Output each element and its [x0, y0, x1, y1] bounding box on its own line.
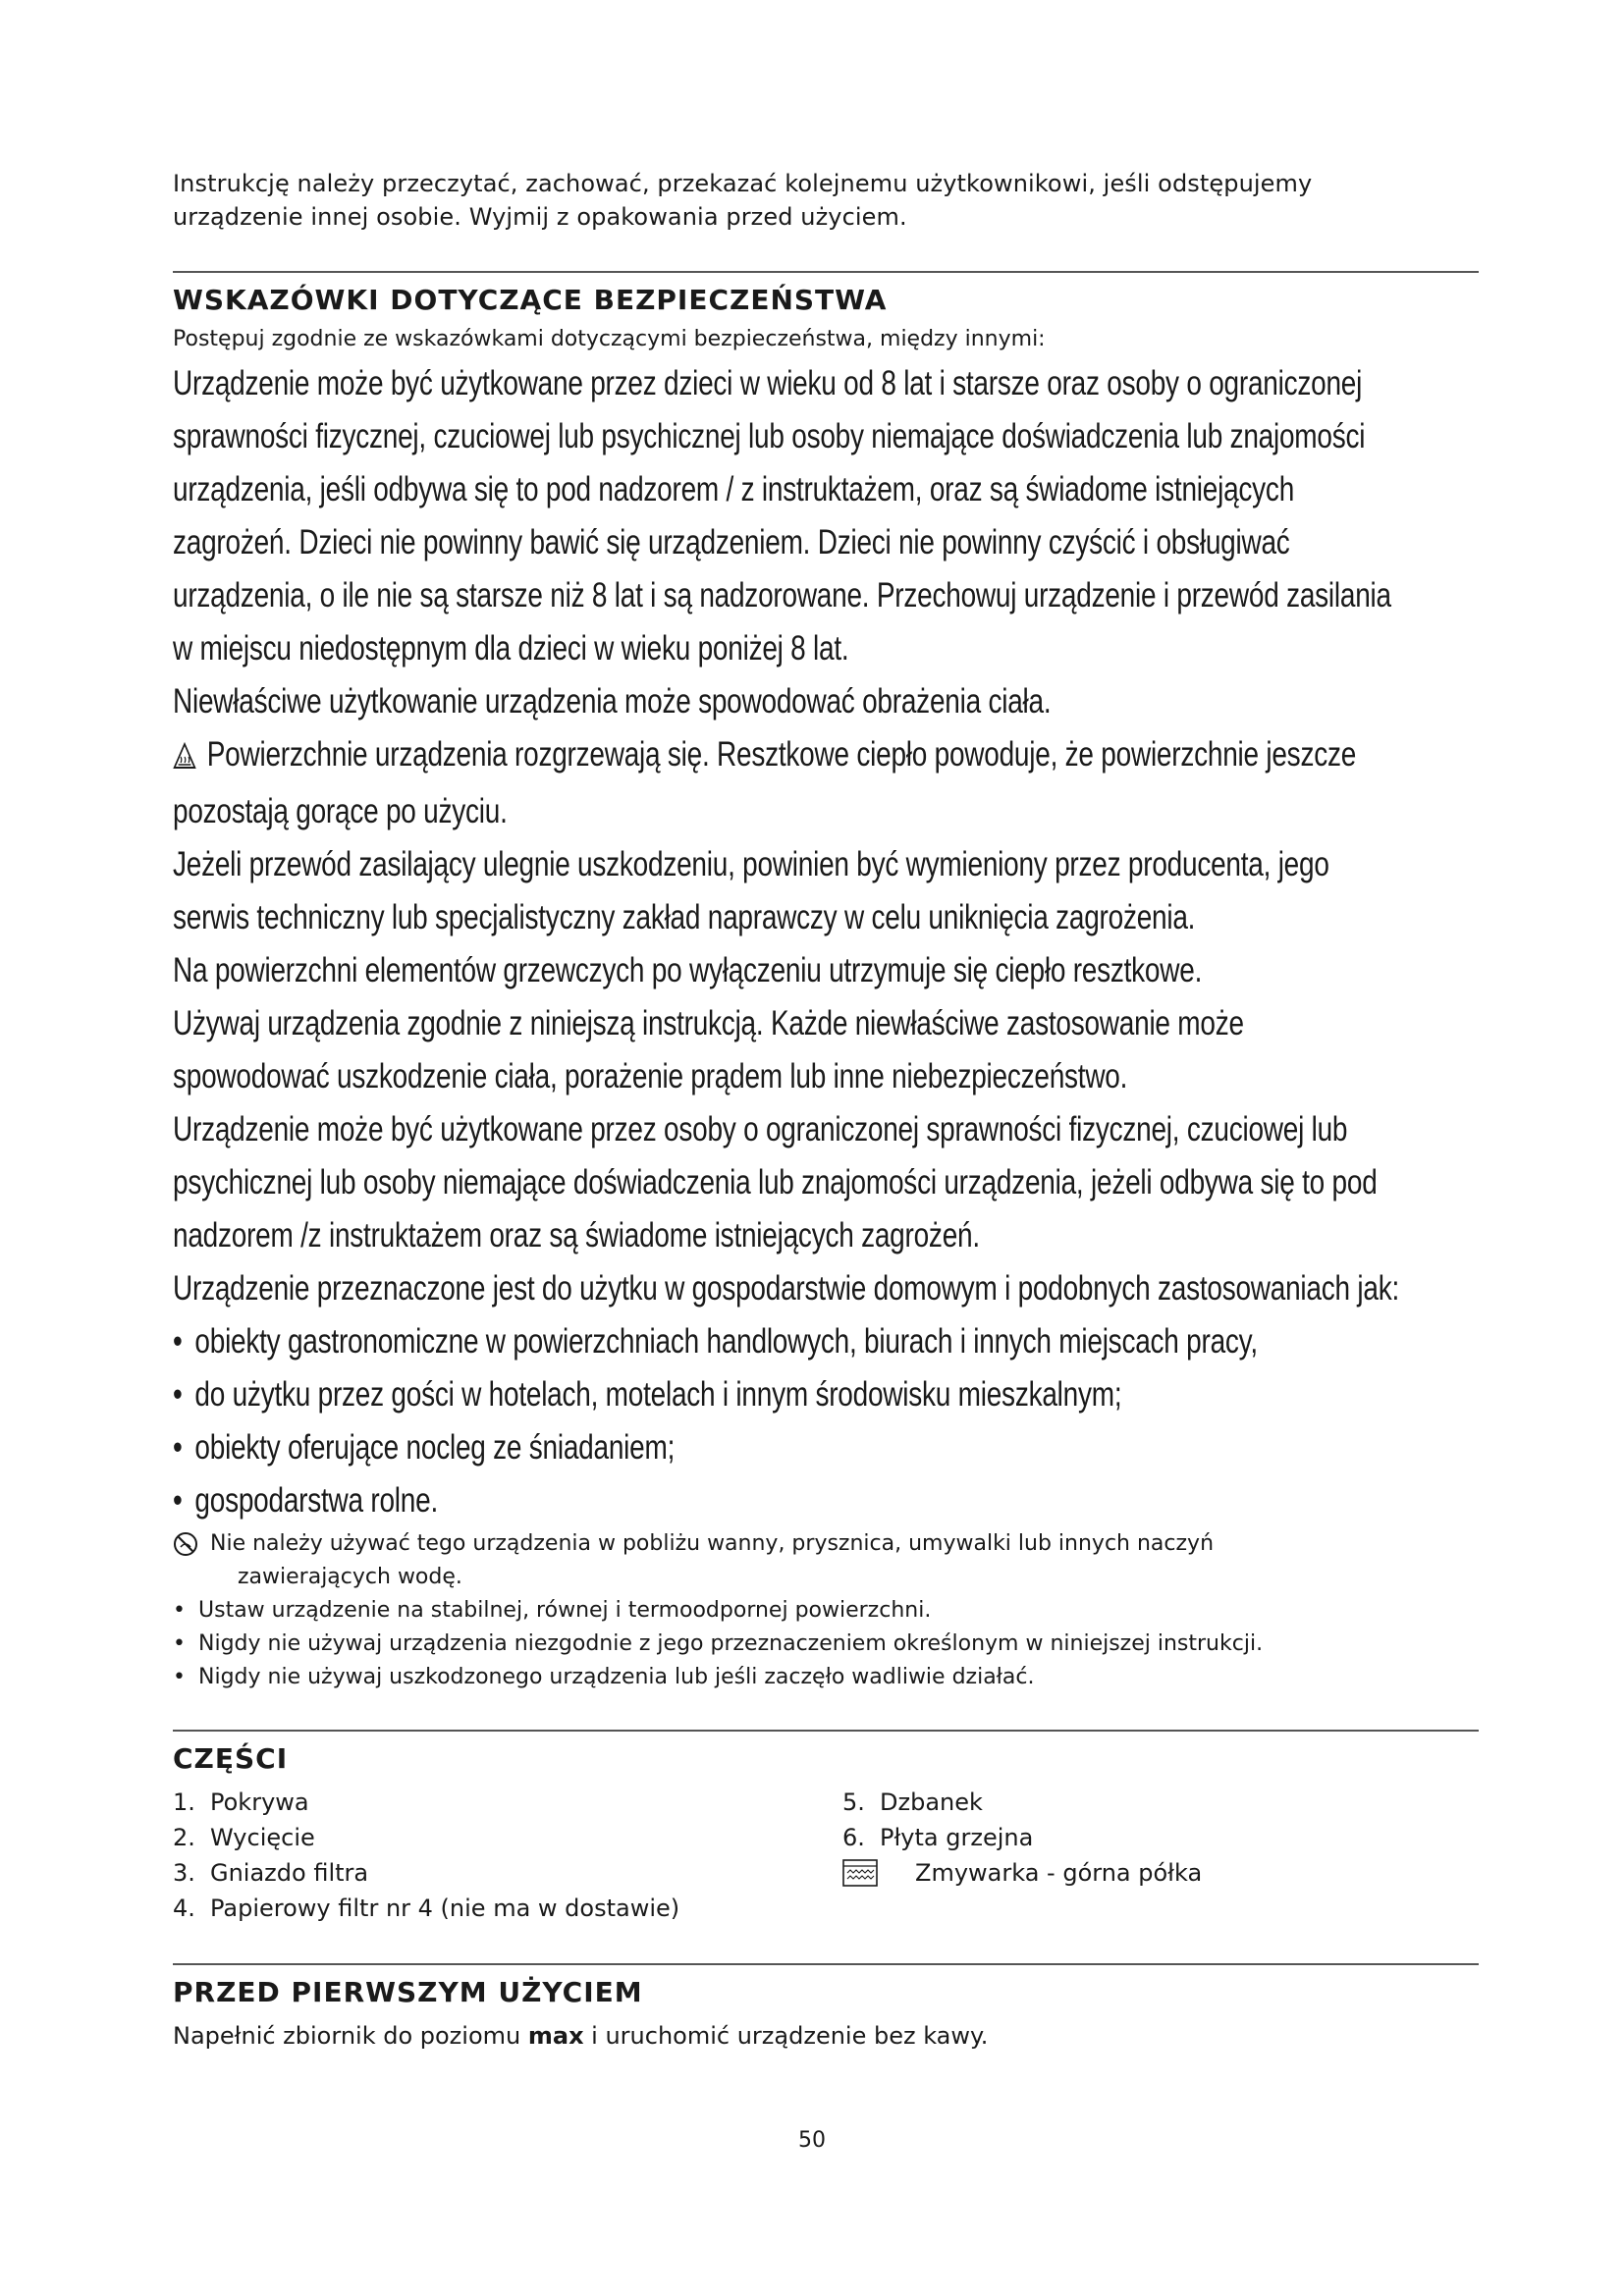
- text-line: w miejscu niedostępnym dla dzieci w wieku poniżej 8 lat.: [173, 629, 849, 667]
- safety-paragraph-cord: [173, 838, 1479, 944]
- text-line: sprawności fizycznej, czuciowej lub psychicznej lub osoby niemające doświadczenia lub znajomości: [173, 417, 1366, 455]
- part-item: [173, 1820, 842, 1855]
- part-number: 3.: [173, 1859, 195, 1887]
- safety-paragraph-intended-use: Urządzenie przeznaczone jest do użytku w gospodarstwie domowym i podobnych zastosowaniach jak:: [173, 1269, 1399, 1308]
- text-line: zagrożeń. Dzieci nie powinny bawić się urządzeniem. Dzieci nie powinny czyścić i obsługiwać: [173, 523, 1290, 561]
- no-water-icon: [173, 1531, 198, 1557]
- use-bullet: [173, 1368, 1479, 1421]
- part-number: 4.: [173, 1895, 195, 1922]
- part-item: [842, 1785, 1202, 1820]
- text-line: spowodować uszkodzenie ciała, porażenie prądem lub inne niebezpieczeństwo.: [173, 1057, 1128, 1095]
- bullet-mark: •: [173, 1428, 183, 1467]
- bullet-mark: •: [173, 1375, 183, 1414]
- use-bullet: [173, 1474, 1479, 1527]
- safety-paragraph-hot-surface: [173, 728, 1479, 838]
- small-bullet-text: Nigdy nie używaj uszkodzonego urządzenia lub jeśli zaczęło wadliwie działać.: [198, 1665, 1035, 1689]
- text-bold: max: [527, 2022, 584, 2050]
- use-bullet-text: gospodarstwa rolne.: [194, 1481, 438, 1520]
- parts-heading: CZĘŚCI: [173, 1742, 289, 1775]
- text-line: Urządzenie może być użytkowane przez dzieci w wieku od 8 lat i starsze oraz osoby o ograniczonej: [173, 364, 1363, 402]
- part-number: 6.: [842, 1824, 865, 1851]
- safety-paragraph-misuse: Niewłaściwe użytkowanie urządzenia może spowodować obrażenia ciała.: [173, 682, 1052, 721]
- part-label: Płyta grzejna: [880, 1824, 1034, 1851]
- part-number: 1.: [173, 1789, 195, 1816]
- safety-heading: WSKAZÓWKI DOTYCZĄCE BEZPIECZEŃSTWA: [173, 284, 888, 316]
- text-fragment: i uruchomić urządzenie bez kawy.: [583, 2022, 989, 2050]
- part-label: Pokrywa: [210, 1789, 309, 1816]
- small-bullet: [173, 1661, 1479, 1694]
- safety-paragraph-children: [173, 357, 1479, 675]
- water-warning: [173, 1527, 1479, 1594]
- part-item: [173, 1891, 842, 1926]
- bullet-mark: •: [173, 1322, 183, 1361]
- part-number: 5.: [842, 1789, 865, 1816]
- small-bullet: [173, 1594, 1479, 1628]
- intro-line: urządzenie innej osobie. Wyjmij z opakowania przed użyciem.: [173, 203, 907, 231]
- part-item: [173, 1785, 842, 1820]
- text-line: pozostają gorące po użyciu.: [173, 792, 508, 830]
- part-label: Papierowy filtr nr 4 (nie ma w dostawie): [210, 1895, 680, 1922]
- use-bullet: [173, 1421, 1479, 1474]
- text-line: psychicznej lub osoby niemające doświadczenia lub znajomości urządzenia, jeżeli odbywa się to pod: [173, 1163, 1378, 1201]
- parts-list: [173, 1785, 1479, 1926]
- small-bullet-text: Ustaw urządzenie na stabilnej, równej i termoodpornej powierzchni.: [198, 1598, 932, 1623]
- safety-subheading: Postępuj zgodnie ze wskazówkami dotyczącymi bezpieczeństwa, między innymi:: [173, 327, 1046, 351]
- part-item: [842, 1820, 1202, 1855]
- first-use-heading: PRZED PIERWSZYM UŻYCIEM: [173, 1976, 643, 2008]
- safety-paragraph-instructions: [173, 997, 1479, 1103]
- intro-line: Instrukcję należy przeczytać, zachować, przekazać kolejnemu użytkownikowi, jeśli odstępujemy: [173, 170, 1313, 197]
- text-line: Używaj urządzenia zgodnie z niniejszą instrukcją. Każde niewłaściwe zastosowanie może: [173, 1004, 1244, 1042]
- text-line: Nie należy używać tego urządzenia w pobliżu wanny, prysznica, umywalki lub innych naczyń: [210, 1531, 1215, 1556]
- text-line: Urządzenie może być użytkowane przez osoby o ograniczonej sprawności fizycznej, czuciowej lub: [173, 1110, 1348, 1148]
- intro-paragraph: [173, 167, 1479, 234]
- section-divider: [173, 271, 1479, 273]
- page-number: 50: [798, 2128, 826, 2153]
- bullet-mark: •: [173, 1481, 183, 1520]
- text-line: nadzorem /z instruktażem oraz są świadome istniejących zagrożeń.: [173, 1216, 980, 1255]
- first-use-text: [173, 2018, 1479, 2054]
- bullet-mark: •: [173, 1631, 186, 1656]
- text-line: zawierających wodę.: [238, 1565, 462, 1589]
- dishwasher-note: [842, 1855, 1202, 1891]
- small-bullet-text: Nigdy nie używaj urządzenia niezgodnie z jego przeznaczeniem określonym w niniejszej instrukcji.: [198, 1631, 1264, 1656]
- part-label: Gniazdo filtra: [210, 1859, 369, 1887]
- text-line: serwis techniczny lub specjalistyczny zakład naprawczy w celu uniknięcia zagrożenia.: [173, 898, 1196, 936]
- safety-paragraph-residual-heat: Na powierzchni elementów grzewczych po wyłączeniu utrzymuje się ciepło resztkowe.: [173, 951, 1203, 989]
- hot-surface-warning-icon: [173, 732, 199, 785]
- section-divider: [173, 1730, 1479, 1732]
- parts-column-right: [842, 1785, 1202, 1926]
- part-label: Wycięcie: [210, 1824, 315, 1851]
- bullet-mark: •: [173, 1598, 186, 1623]
- use-bullet-text: obiekty oferujące nocleg ze śniadaniem;: [194, 1428, 676, 1467]
- section-divider: [173, 1963, 1479, 1965]
- use-bullet-text: do użytku przez gości w hotelach, motelach i innym środowisku mieszkalnym;: [194, 1375, 1122, 1414]
- bullet-mark: •: [173, 1665, 186, 1689]
- text-fragment: Napełnić zbiornik do poziomu: [173, 2022, 528, 2050]
- use-bullet: [173, 1315, 1479, 1368]
- text-line: urządzenia, jeśli odbywa się to pod nadzorem / z instruktażem, oraz są świadome istniejących: [173, 470, 1295, 508]
- safety-paragraph-reduced-ability: [173, 1103, 1479, 1262]
- part-number: 2.: [173, 1824, 195, 1851]
- manual-page: [173, 167, 1479, 2054]
- dishwasher-note-text: Zmywarka - górna półka: [915, 1859, 1203, 1887]
- dishwasher-icon: [842, 1859, 878, 1887]
- part-label: Dzbanek: [880, 1789, 983, 1816]
- small-bullet: [173, 1628, 1479, 1661]
- text-line: Jeżeli przewód zasilający ulegnie uszkodzeniu, powinien być wymieniony przez producenta, jego: [173, 845, 1329, 883]
- part-item: [173, 1855, 842, 1891]
- water-warning-text: [198, 1527, 1214, 1594]
- parts-column-left: [173, 1785, 842, 1926]
- use-bullet-text: obiekty gastronomiczne w powierzchniach handlowych, biurach i innych miejscach pracy,: [194, 1322, 1258, 1361]
- text-line: urządzenia, o ile nie są starsze niż 8 lat i są nadzorowane. Przechowuj urządzenie i przewód zasilania: [173, 576, 1391, 614]
- text-line: Powierzchnie urządzenia rozgrzewają się. Resztkowe ciepło powoduje, że powierzchnie jeszcze: [206, 735, 1357, 774]
